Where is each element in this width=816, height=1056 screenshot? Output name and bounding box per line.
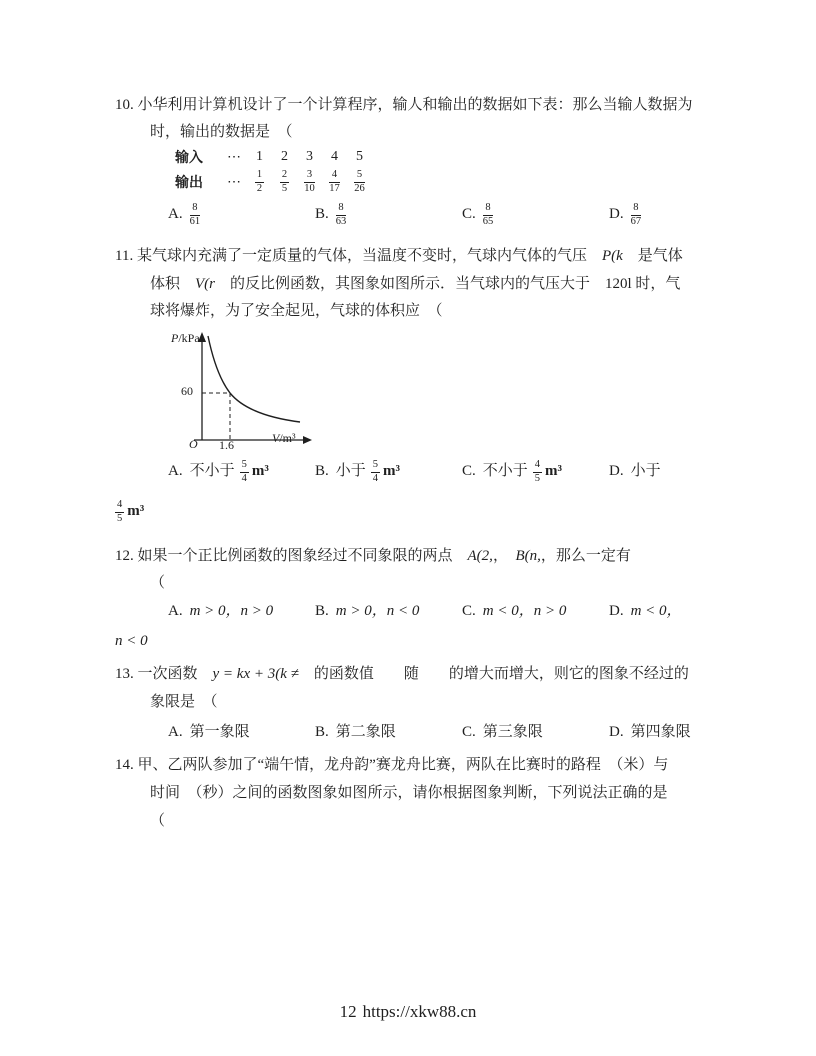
option-label: B.: [315, 463, 329, 479]
fraction: [483, 203, 494, 227]
fraction-denominator: 26: [354, 182, 365, 194]
q13-option-a: [168, 720, 250, 741]
q13-line1: [115, 664, 689, 684]
fraction-denominator: 10: [304, 182, 315, 194]
fraction: [240, 460, 249, 484]
option-text: 不小于: [189, 463, 235, 479]
fraction-numerator: 8: [483, 203, 494, 216]
q13-option-b: [315, 720, 396, 741]
fraction: [115, 500, 124, 524]
q14-line1: 14. 甲、乙两队参加了“端午情，龙舟韵”赛龙舟比赛，两队在比赛时的路程 （米）与: [115, 757, 669, 773]
text-segment: ，那么一定有: [540, 548, 631, 564]
q11-option-d: [609, 459, 666, 480]
math-expression: A(2,: [467, 548, 493, 564]
q11-options: [115, 459, 755, 487]
text-segment: 是气体: [622, 248, 683, 264]
table-row-input: [175, 146, 372, 168]
fraction-numerator: 2: [280, 170, 289, 183]
q11-line2: [150, 274, 680, 294]
q12-line1: [115, 546, 631, 566]
fraction-numerator: 4: [115, 500, 124, 513]
text-segment: 13. 一次函数: [115, 666, 213, 682]
math-expression: m > 0，n < 0: [335, 603, 420, 619]
q11-hyperbola-graph: [166, 330, 316, 452]
option-text: 小于: [335, 463, 366, 479]
page-number: 12: [339, 1002, 357, 1021]
q12-option-c: [462, 599, 566, 620]
fraction-numerator: 3: [304, 170, 315, 183]
fraction-numerator: 5: [371, 460, 380, 473]
option-text: 第一象限: [189, 724, 250, 740]
q13-line2: 象限是 （: [150, 694, 218, 710]
q11-line1: [115, 246, 683, 266]
page-footer: [0, 1002, 816, 1022]
fraction-denominator: 5: [117, 512, 123, 524]
option-label: C.: [462, 463, 476, 479]
q10-line1: 10. 小华利用计算机设计了一个计算程序，输人和输出的数据如下表：那么当输人数据为: [115, 97, 693, 113]
fraction: [280, 170, 289, 194]
q13-option-d: [609, 720, 691, 741]
fraction-numerator: 5: [240, 460, 249, 473]
text-segment: 的反比例函数，其图象如图所示．当气球内的气压大于 120l 时，气: [215, 276, 681, 292]
fraction-numerator: 1: [255, 170, 264, 183]
option-label: B.: [315, 205, 329, 222]
math-expression: m < 0，n > 0: [482, 603, 567, 619]
graph-y-tick-value: 60: [181, 384, 193, 398]
q10-option-a: [168, 203, 200, 227]
q13-option-c: [462, 720, 543, 741]
option-label: D.: [609, 724, 624, 740]
math-expression: P(k: [601, 248, 623, 264]
q10-option-d: [609, 203, 641, 227]
fraction-numerator: 4: [533, 460, 542, 473]
option-label: C.: [462, 724, 476, 740]
q12-option-b: [315, 599, 419, 620]
graph-y-axis-label: [171, 331, 200, 345]
text-segment: 体积: [150, 276, 196, 292]
graph-origin-label: O: [189, 437, 198, 451]
option-label: A.: [168, 205, 183, 222]
q12-options: [115, 599, 755, 627]
fraction-denominator: 17: [329, 182, 340, 194]
fraction-numerator: 5: [354, 170, 365, 183]
option-label: D.: [609, 205, 624, 222]
option-label: C.: [462, 205, 476, 222]
option-label: B.: [315, 724, 329, 740]
fraction: [329, 170, 340, 194]
option-label: D.: [609, 463, 624, 479]
table-cell: [272, 170, 297, 194]
text-segment: 的函数值 随 的增大而增大，则它的图象不经过的: [298, 666, 689, 682]
q11-option-b: [315, 459, 400, 484]
math-variable: V: [272, 431, 280, 445]
option-text: 不小于: [482, 463, 528, 479]
option-text: 小于: [630, 463, 661, 479]
option-text: 第二象限: [335, 724, 396, 740]
q11-option-a: [168, 459, 269, 484]
unit-text: m³: [383, 463, 401, 479]
q14-line2: 时间 （秒）之间的函数图象如图所示，请你根据图象判断，下列说法正确的是: [150, 785, 668, 801]
fraction-denominator: 65: [482, 215, 494, 227]
table-header-output: 输出: [175, 174, 203, 190]
table-cell: 3: [306, 149, 313, 164]
fraction-numerator: 8: [631, 203, 642, 216]
fraction-denominator: 67: [630, 215, 642, 227]
q10-options: [115, 203, 755, 231]
graph-x-axis-label: [272, 431, 296, 445]
unit-text: m³: [545, 463, 563, 479]
text-segment: ，: [492, 548, 516, 564]
q10-option-b: [315, 203, 346, 227]
option-label: A.: [168, 724, 183, 740]
table-cell: 5: [356, 149, 363, 164]
graph-x-tick-value: 1.6: [219, 438, 234, 452]
unit-text: /kPa: [178, 331, 200, 345]
q12-option-a: [168, 599, 273, 620]
table-header-input: 输入: [175, 149, 203, 165]
table-cell: 1: [256, 149, 263, 164]
math-variable: P: [171, 331, 179, 345]
fraction-denominator: 2: [256, 182, 263, 194]
math-expression: V(r: [195, 276, 216, 292]
unit-text: m³: [251, 463, 269, 479]
q11-option-d-overflow: [115, 500, 144, 524]
option-text: 第四象限: [630, 724, 691, 740]
fraction: [190, 203, 201, 227]
q10-line2: 时，输出的数据是 （: [150, 124, 293, 140]
fraction: [371, 460, 380, 484]
option-label: D.: [609, 603, 624, 619]
fraction-numerator: 8: [336, 203, 347, 216]
q12-line2: （: [150, 575, 166, 591]
fraction-denominator: 4: [372, 472, 379, 484]
option-label: A.: [168, 603, 183, 619]
math-expression: m > 0，n > 0: [189, 603, 274, 619]
table-cell: [347, 170, 372, 194]
table-cell: 4: [331, 149, 338, 164]
math-expression: y = kx + 3(k ≠: [212, 666, 299, 682]
q14-line3: （: [150, 813, 166, 829]
q10-io-table: [175, 146, 372, 196]
text-segment: 11. 某气球内充满了一定质量的气体，当温度不变时，气球内气体的气压: [115, 248, 602, 264]
math-expression: B(n,: [515, 548, 541, 564]
fraction-numerator: 8: [190, 203, 201, 216]
q10-option-c: [462, 203, 493, 227]
footer-url[interactable]: https://xkw88.cn: [362, 1002, 477, 1021]
q12-option-d: [609, 599, 682, 620]
fraction: [354, 170, 365, 194]
fraction-denominator: 5: [281, 182, 288, 194]
fraction-denominator: 4: [241, 472, 247, 484]
q11-line3: 球将爆炸，为了安全起见，气球的体积应 （: [150, 303, 443, 319]
text-segment: 12. 如果一个正比例函数的图象经过不同象限的两点: [115, 548, 468, 564]
table-cell: [247, 170, 272, 194]
table-ellipsis: ⋯: [227, 174, 241, 190]
fraction: [255, 170, 264, 194]
q11-option-c: [462, 459, 562, 484]
fraction: [336, 203, 347, 227]
table-row-output: [175, 168, 372, 196]
option-text: 第三象限: [482, 724, 543, 740]
fraction: [304, 170, 315, 194]
fraction: [631, 203, 642, 227]
table-cell: 2: [281, 149, 288, 164]
option-label: A.: [168, 463, 183, 479]
table-ellipsis: ⋯: [227, 149, 241, 165]
table-cell: [297, 170, 322, 194]
q12-option-d-overflow: n < 0: [115, 633, 148, 649]
option-label: C.: [462, 603, 476, 619]
table-cell: [322, 170, 347, 194]
unit-text: /m³: [279, 431, 296, 445]
unit-text: m³: [127, 502, 145, 519]
q13-options: [115, 720, 755, 748]
fraction-denominator: 5: [534, 472, 541, 484]
fraction-denominator: 61: [189, 215, 201, 227]
fraction-denominator: 63: [335, 215, 347, 227]
fraction-numerator: 4: [329, 170, 340, 183]
fraction: [533, 460, 542, 484]
option-label: B.: [315, 603, 329, 619]
math-expression: m < 0，: [630, 603, 682, 619]
